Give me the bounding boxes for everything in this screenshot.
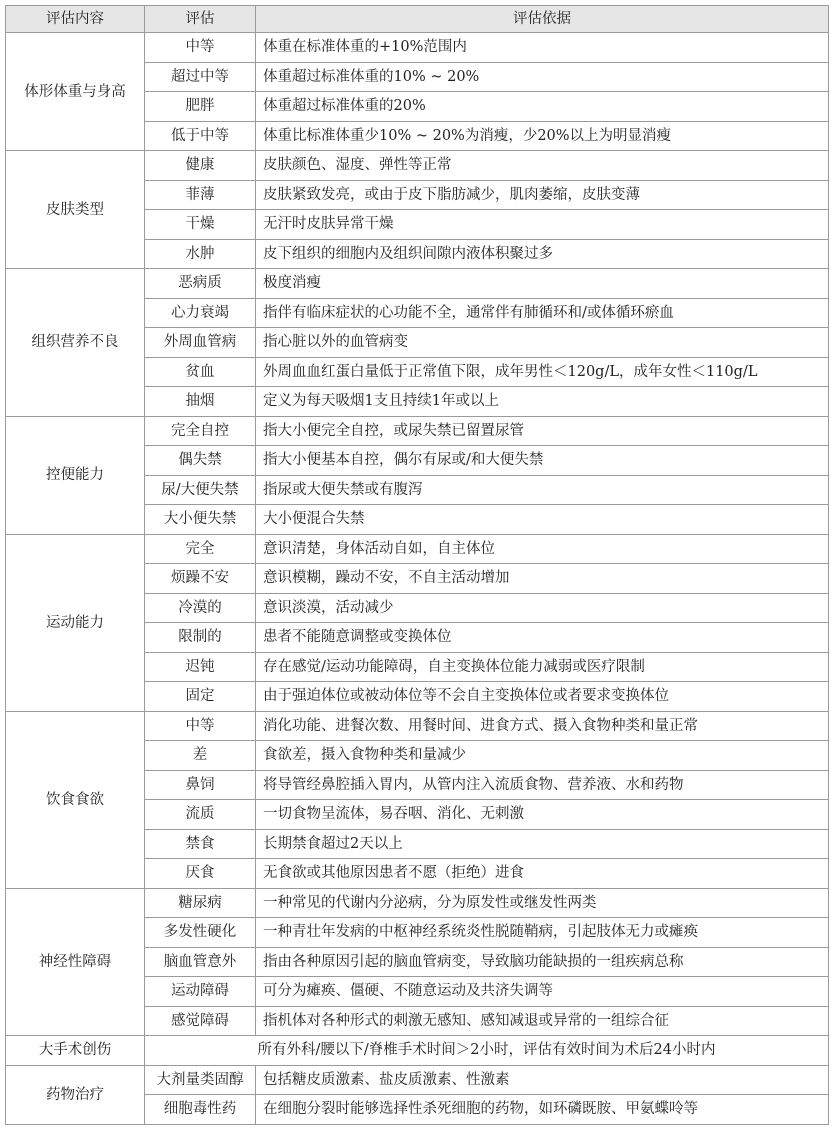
basis-cell: 指由各种原因引起的脑血管病变，导致脑功能缺损的一组疾病总称 — [256, 947, 829, 977]
item-cell: 脑血管意外 — [145, 947, 256, 977]
basis-cell: 指伴有临床症状的心功能不全，通常伴有肺循环和/或体循环瘀血 — [256, 298, 829, 328]
basis-cell: 意识清楚，身体活动自如，自主体位 — [256, 534, 829, 564]
basis-cell: 消化功能、进餐次数、用餐时间、进食方式、摄入食物种类和量正常 — [256, 711, 829, 741]
item-cell: 中等 — [145, 711, 256, 741]
table-row — [6, 711, 829, 741]
basis-cell: 将导管经鼻腔插入胃内，从管内注入流质食物、营养液、水和药物 — [256, 770, 829, 800]
basis-cell: 意识模糊，躁动不安，不自主活动增加 — [256, 564, 829, 594]
table-row — [6, 1036, 829, 1066]
basis-cell: 存在感觉/运动功能障碍，自主变换体位能力减弱或医疗限制 — [256, 652, 829, 682]
item-cell: 超过中等 — [145, 62, 256, 92]
basis-cell: 体重超过标准体重的20% — [256, 92, 829, 122]
basis-cell: 指心脏以外的血管病变 — [256, 328, 829, 358]
item-cell: 禁食 — [145, 829, 256, 859]
merged-basis-cell: 所有外科/腰以下/脊椎手术时间＞2小时，评估有效时间为术后24小时内 — [145, 1036, 829, 1066]
item-cell: 烦躁不安 — [145, 564, 256, 594]
category-cell: 体形体重与身高 — [6, 33, 145, 151]
header-item: 评估 — [145, 6, 256, 33]
basis-cell: 定义为每天吸烟1支且持续1年或以上 — [256, 387, 829, 417]
basis-cell: 极度消瘦 — [256, 269, 829, 299]
basis-cell: 长期禁食超过2天以上 — [256, 829, 829, 859]
table-body — [6, 33, 829, 1125]
item-cell: 运动障碍 — [145, 977, 256, 1007]
header-basis: 评估依据 — [256, 6, 829, 33]
basis-cell: 由于强迫体位或被动体位等不会自主变换体位或者要求变换体位 — [256, 682, 829, 712]
category-cell: 饮食食欲 — [6, 711, 145, 888]
item-cell: 心力衰竭 — [145, 298, 256, 328]
item-cell: 抽烟 — [145, 387, 256, 417]
item-cell: 外周血管病 — [145, 328, 256, 358]
table-row — [6, 1065, 829, 1095]
assessment-table — [5, 5, 829, 1125]
item-cell: 肥胖 — [145, 92, 256, 122]
basis-cell: 无食欲或其他原因患者不愿（拒绝）进食 — [256, 859, 829, 889]
basis-cell: 无汗时皮肤异常干燥 — [256, 210, 829, 240]
basis-cell: 指大小便基本自控，偶尔有尿或/和大便失禁 — [256, 446, 829, 476]
table-row — [6, 269, 829, 299]
basis-cell: 皮下组织的细胞内及组织间隙内液体积聚过多 — [256, 239, 829, 269]
item-cell: 恶病质 — [145, 269, 256, 299]
item-cell: 迟钝 — [145, 652, 256, 682]
item-cell: 完全自控 — [145, 416, 256, 446]
basis-cell: 大小便混合失禁 — [256, 505, 829, 535]
basis-cell: 指大小便完全自控，或尿失禁已留置尿管 — [256, 416, 829, 446]
item-cell: 糖尿病 — [145, 888, 256, 918]
item-cell: 低于中等 — [145, 121, 256, 151]
table-row — [6, 33, 829, 63]
item-cell: 尿/大便失禁 — [145, 475, 256, 505]
item-cell: 固定 — [145, 682, 256, 712]
table-row — [6, 534, 829, 564]
basis-cell: 包括糖皮质激素、盐皮质激素、性激素 — [256, 1065, 829, 1095]
item-cell: 贫血 — [145, 357, 256, 387]
basis-cell: 体重超过标准体重的10% ~ 20% — [256, 62, 829, 92]
item-cell: 厌食 — [145, 859, 256, 889]
basis-cell: 一切食物呈流体，易吞咽、消化、无刺激 — [256, 800, 829, 830]
category-cell: 大手术创伤 — [6, 1036, 145, 1066]
category-cell: 神经性障碍 — [6, 888, 145, 1036]
table-row — [6, 888, 829, 918]
header-row — [6, 6, 829, 33]
basis-cell: 在细胞分裂时能够选择性杀死细胞的药物，如环磷既胺、甲氨蝶呤等 — [256, 1095, 829, 1125]
basis-cell: 一种青壮年发病的中枢神经系统炎性脱随鞘病，引起肢体无力或瘫痪 — [256, 918, 829, 948]
item-cell: 健康 — [145, 151, 256, 181]
item-cell: 大剂量类固醇 — [145, 1065, 256, 1095]
item-cell: 流质 — [145, 800, 256, 830]
item-cell: 大小便失禁 — [145, 505, 256, 535]
basis-cell: 患者不能随意调整或变换体位 — [256, 623, 829, 653]
category-cell: 运动能力 — [6, 534, 145, 711]
item-cell: 完全 — [145, 534, 256, 564]
basis-cell: 一种常见的代谢内分泌病，分为原发性或继发性两类 — [256, 888, 829, 918]
basis-cell: 外周血血红蛋白量低于正常值下限，成年男性＜120g/L，成年女性＜110g/L — [256, 357, 829, 387]
item-cell: 干燥 — [145, 210, 256, 240]
item-cell: 感觉障碍 — [145, 1006, 256, 1036]
item-cell: 冷漠的 — [145, 593, 256, 623]
basis-cell: 意识淡漠，活动减少 — [256, 593, 829, 623]
item-cell: 偶失禁 — [145, 446, 256, 476]
basis-cell: 体重比标准体重少10% ~ 20%为消瘦，少20%以上为明显消瘦 — [256, 121, 829, 151]
table-row — [6, 416, 829, 446]
item-cell: 水肿 — [145, 239, 256, 269]
table-row — [6, 151, 829, 181]
item-cell: 限制的 — [145, 623, 256, 653]
item-cell: 中等 — [145, 33, 256, 63]
basis-cell: 指尿或大便失禁或有腹泻 — [256, 475, 829, 505]
category-cell: 药物治疗 — [6, 1065, 145, 1124]
header-category: 评估内容 — [6, 6, 145, 33]
basis-cell: 指机体对各种形式的刺激无感知、感知减退或异常的一组综合征 — [256, 1006, 829, 1036]
item-cell: 菲薄 — [145, 180, 256, 210]
item-cell: 差 — [145, 741, 256, 771]
category-cell: 皮肤类型 — [6, 151, 145, 269]
category-cell: 控便能力 — [6, 416, 145, 534]
category-cell: 组织营养不良 — [6, 269, 145, 417]
basis-cell: 可分为瘫痪、僵硬、不随意运动及共济失调等 — [256, 977, 829, 1007]
item-cell: 鼻饲 — [145, 770, 256, 800]
item-cell: 细胞毒性药 — [145, 1095, 256, 1125]
basis-cell: 食欲差，摄入食物种类和量减少 — [256, 741, 829, 771]
basis-cell: 皮肤颜色、湿度、弹性等正常 — [256, 151, 829, 181]
basis-cell: 体重在标准体重的+10%范围内 — [256, 33, 829, 63]
basis-cell: 皮肤紧致发亮，或由于皮下脂肪减少，肌肉萎缩，皮肤变薄 — [256, 180, 829, 210]
item-cell: 多发性硬化 — [145, 918, 256, 948]
